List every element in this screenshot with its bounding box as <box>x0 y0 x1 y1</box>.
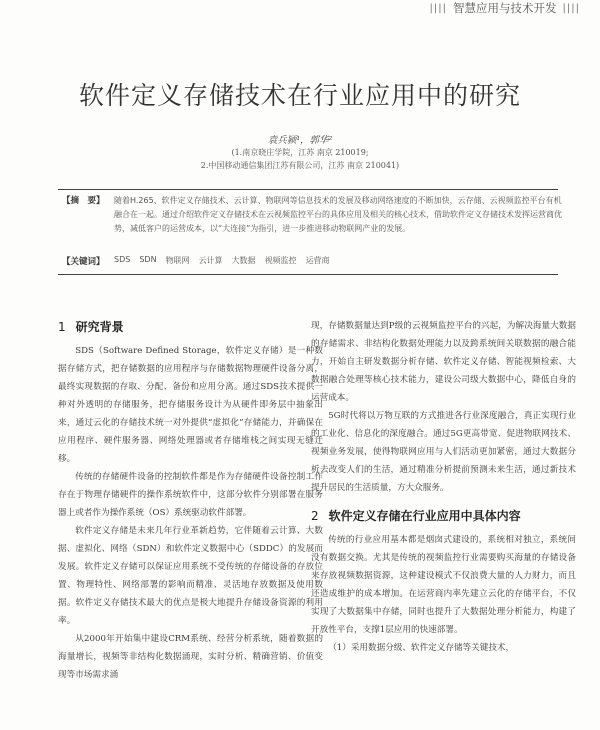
header-section-name: 智慧应用与技术开发 <box>453 1 557 15</box>
keyword: 云计算 <box>198 256 223 265</box>
paragraph: 现，存储数据量达到P级的云视频监控平台的兴起，为解决海量大数据的存储需求、非结构化数据处理能力以及跨系统间关联数据的融合能力，开始自主研发数据分析存储、软件定义存储、智能视频检索、大数据融合处理等核心技术能力，建设公司级大数据中心，降低自身的运营成本。 <box>311 321 576 403</box>
paragraph: 5G时代将以万物互联的方式推进各行业深度融合，真正实现行业的工业化、信息化的深度融合。通过5G更高带宽、促进物联网技术、视频业务发展，使得物联网应用与人们活动更加紧密，通过大数据分析去改变人们的生活，通过精准分析提前预测未来生活，通过新技术提升居民的生活质量，方大众服务。 <box>311 411 576 493</box>
right-column <box>311 317 576 657</box>
keywords-list <box>114 255 330 266</box>
section-title: 研究背景 <box>75 320 124 334</box>
abstract-text: 随着H.265、软件定义存储技术、云计算、物联网等信息技术的发展及移动网络速度的不断加快，云存储、云视频监控平台有机融合在一起。通过介绍软件定义存储技术在云视频监控平台的具体应用及相关的核心技术，借助软件定义存储技术发挥运营商优势，减低客户的运营成本，以“大连接”为指引，进一步推进移动物联网产业的发展。 <box>114 196 562 233</box>
section-title: 软件定义存储在行业应用中具体内容 <box>328 509 521 523</box>
keywords-block <box>58 255 558 269</box>
affiliation-2: 2.中国移动通信集团江苏有限公司，江苏 南京 210041) <box>200 161 400 170</box>
paragraph: 传统的行业应用基本都是烟囱式建设的，系统相对独立，系统间没有数据交换。尤其是传统的视频监控行业需要购买海量的存储设备来存放视频数据资源，这种建设模式不仅浪费大量的人力财力，而且还造成维护的成本增加。在运营商内率先建立云化的存储平台，不仅实现了大数据集中存储，同时也提升了大数据处理分析能力，构建了开放性平台，支撑1层应用的快速部署。 <box>311 535 576 635</box>
section-number: 2 <box>311 509 319 523</box>
authors: 袁兵颍¹，郭华² <box>267 135 333 146</box>
paragraph: SDS（Software Defined Storage，软件定义存储）是一种数据存储方式，把存储数据的应用程序与存储数据物理硬件设备分离，最终实现数据的存取、分配、备份和应用分离。通过SDS技术提供一种对外透明的存储服务，把存储服务设计为从硬件即务层中抽象出来，通过云化的存储技术统一对外提供“虚拟化”存储能力，并确保在应用程序、硬件服务器、网络处理器或者存储堆栈之间实现无缝迁移。 <box>58 346 323 464</box>
abstract-block <box>58 194 562 252</box>
keyword: SDS <box>114 255 131 264</box>
paragraph: 软件定义存储是未来几年行业革新趋势，它伴随着云计算、大数据、虚拟化、网络（SDN）和软件定义数据中心（SDDC）的发展而发展。软件定义存储可以保证应用系统不受传统的存储设备的存放位置、物理特性、网络部署的影响而精准、灵活地存放数据及使用数据。软件定义存储技术最大的优点是极大地提升存储设备资源的利用率。 <box>58 526 323 626</box>
affiliation-1: (1.南京晓庄学院，江苏 南京 210019; <box>231 148 369 157</box>
section-1-heading <box>58 318 323 336</box>
abstract-label: 【摘 要】 <box>62 196 105 206</box>
keywords-label: 【关键词】 <box>62 257 105 267</box>
paragraph: 传统的存储硬件设备的控制软件都是作为存储硬件设备控制工作存在于物理存储硬件的操作系统软件中，这部分软件分别部署在服务器上或者作为操作系统（OS）系统驱动软件部署。 <box>58 472 323 518</box>
header-decor-left: |||| <box>429 2 448 14</box>
keyword: 大数据 <box>231 256 256 265</box>
left-column <box>58 318 323 684</box>
keyword: SDN <box>139 255 157 264</box>
keyword: 物联网 <box>165 256 190 265</box>
keyword: 视频监控 <box>264 256 297 265</box>
keywords-bottom-rule <box>58 274 558 275</box>
running-header <box>430 0 580 16</box>
paragraph: 从2000年开始集中建设CRM系统、经营分析系统，随着数据的海量增长，视频等非结构化数据涌现，实时分析、精确营销、价值变现等市场需求涌 <box>58 634 323 680</box>
section-number: 1 <box>58 320 66 334</box>
keyword: 运营商 <box>305 256 330 265</box>
abstract-top-rule <box>58 189 558 190</box>
paper-title: 软件定义存储技术在行业应用中的研究 <box>78 81 521 110</box>
header-decor-right: |||| <box>562 2 580 14</box>
paragraph: （1）采用数据分级、软件定义存储等关键技术， <box>328 643 515 653</box>
section-2-heading <box>311 507 576 525</box>
